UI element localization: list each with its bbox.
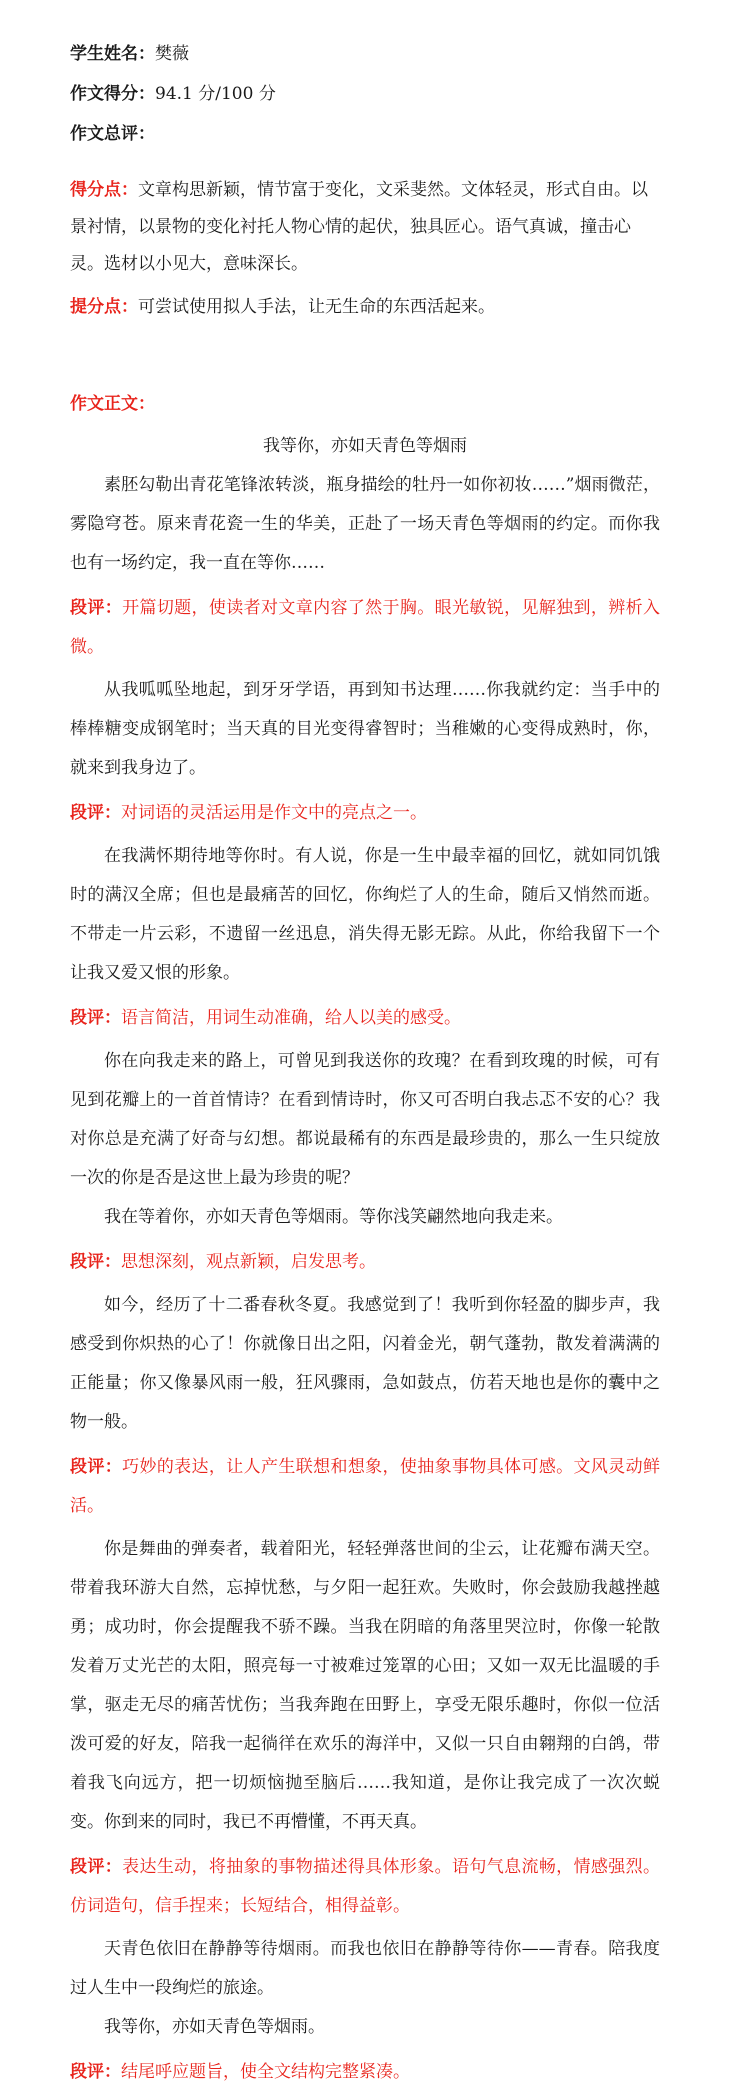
essay-paragraph: 你在向我走来的路上，可曾见到我送你的玫瑰？在看到玫瑰的时候，可有见到花瓣上的一首首情诗？在看到情诗时，你又可否明白我忐忑不安的心？我对你总是充满了好奇与幻想。都说最稀有的东西是最珍贵的，那么一生只绽放一次的你是否是这世上最为珍贵的呢？ — [70, 1051, 660, 1188]
paragraph-comment-tag: 段评： — [70, 2062, 121, 2082]
paragraph-comment — [70, 1243, 660, 1282]
paragraph-comment-tag: 段评： — [70, 598, 123, 618]
improve-points-tag: 提分点： — [70, 297, 138, 317]
paragraph-comment-tag: 段评： — [70, 1008, 121, 1028]
essay-paragraph: 你是舞曲的弹奏者，载着阳光，轻轻弹落世间的尘云，让花瓣布满天空。带着我环游大自然，忘掉忧愁，与夕阳一起狂欢。失败时，你会鼓励我越挫越勇；成功时，你会提醒我不骄不躁。当我在阴暗的角落里哭泣时，你像一轮散发着万丈光芒的太阳，照亮每一寸被难过笼罩的心田；又如一双无比温暖的手掌，驱走无尽的痛苦忧伤；当我奔跑在田野上，享受无限乐趣时，你似一位活泼可爱的好友，陪我一起徜徉在欢乐的海洋中，又似一只自由翱翔的白鸽，带着我飞向远方，把一切烦恼抛至脑后……我知道，是你让我完成了一次次蜕变。你到来的同时，我已不再懵懂，不再天真。 — [70, 1539, 660, 1832]
paragraph-comment — [70, 1848, 660, 1926]
paragraph-comment-text: 开篇切题，使读者对文章内容了然于胸。眼光敏锐，见解独到，辨析入微。 — [70, 598, 661, 657]
paragraph-comment-text: 对词语的灵活运用是作文中的亮点之一。 — [121, 803, 427, 823]
essay-paragraph: 素胚勾勒出青花笔锋浓转淡，瓶身描绘的牡丹一如你初妆……”烟雨微茫，雾隐穹苍。原来青花瓷一生的华美，正赴了一场天青色等烟雨的约定。而你我也有一场约定，我一直在等你…… — [70, 475, 660, 573]
paragraph-comment-tag: 段评： — [70, 1857, 123, 1877]
essay-score-label: 作文得分： — [70, 84, 155, 104]
paragraph-comment-text: 巧妙的表达，让人产生联想和想象，使抽象事物具体可感。文风灵动鲜活。 — [70, 1457, 661, 1516]
essay-title: 我等你，亦如天青色等烟雨 — [263, 436, 467, 456]
score-points-text: 文章构思新颖，情节富于变化，文采斐然。文体轻灵，形式自由。以景衬情，以景物的变化衬托人物心情的起伏，独具匠心。语气真诚，撞击心灵。选材以小见大，意味深长。 — [70, 180, 648, 274]
paragraph-comment-text: 表达生动，将抽象的事物描述得具体形象。语句气息流畅，情感强烈。仿词造句，信手捏来；长短结合，相得益彰。 — [70, 1857, 661, 1916]
essay-paragraph: 从我呱呱坠地起，到牙牙学语，再到知书达理……你我就约定：当手中的棒棒糖变成钢笔时；当天真的目光变得睿智时；当稚嫩的心变得成熟时，你，就来到我身边了。 — [70, 680, 660, 778]
paragraph-comment — [70, 1448, 660, 1526]
paragraph-comment-tag: 段评： — [70, 1252, 121, 1272]
essay-body-label: 作文正文： — [70, 394, 155, 414]
essay-paragraph: 天青色依旧在静静等待烟雨。而我也依旧在静静等待你——青春。陪我度过人生中一段绚烂的旅途。 — [70, 1939, 660, 1998]
essay-paragraph: 如今，经历了十二番春秋冬夏。我感觉到了！我听到你轻盈的脚步声，我感受到你炽热的心了！你就像日出之阳，闪着金光，朝气蓬勃，散发着满满的正能量；你又像暴风雨一般，狂风骤雨，急如鼓点，仿若天地也是你的囊中之物一般。 — [70, 1295, 660, 1432]
student-name-label: 学生姓名： — [70, 44, 155, 64]
paragraph-comment — [70, 999, 660, 1038]
essay-score-row — [70, 74, 660, 114]
score-points — [70, 172, 660, 283]
improve-points — [70, 289, 660, 326]
summary-row — [70, 114, 660, 154]
essay-paragraph: 在我满怀期待地等你时。有人说，你是一生中最幸福的回忆，就如同饥饿时的满汉全席；但也是最痛苦的回忆，你绚烂了人的生命，随后又悄然而逝。不带走一片云彩，不遗留一丝迅息，消失得无影无踪。从此，你给我留下一个让我又爱又恨的形象。 — [70, 846, 660, 983]
essay-score-value: 94.1 分/100 分 — [155, 84, 276, 104]
student-name-row — [70, 34, 660, 74]
paragraph-comment-tag: 段评： — [70, 803, 121, 823]
paragraph-comment-text: 语言简洁，用词生动准确，给人以美的感受。 — [121, 1008, 461, 1028]
improve-points-text: 可尝试使用拟人手法，让无生命的东西活起来。 — [138, 297, 495, 317]
score-points-tag: 得分点： — [70, 180, 138, 200]
paragraph-comment-text: 结尾呼应题旨，使全文结构完整紧凑。 — [121, 2062, 410, 2082]
paragraph-comment — [70, 2053, 660, 2092]
paragraph-comment-text: 思想深刻，观点新颖，启发思考。 — [121, 1252, 376, 1272]
essay-paragraph: 我在等着你，亦如天青色等烟雨。等你浅笑翩然地向我走来。 — [104, 1207, 563, 1227]
student-name-value: 樊薇 — [155, 44, 189, 64]
paragraph-comment — [70, 589, 660, 667]
paragraph-comment — [70, 794, 660, 833]
essay-paragraph: 我等你，亦如天青色等烟雨。 — [104, 2017, 325, 2037]
summary-label: 作文总评： — [70, 124, 155, 144]
paragraph-comment-tag: 段评： — [70, 1457, 123, 1477]
